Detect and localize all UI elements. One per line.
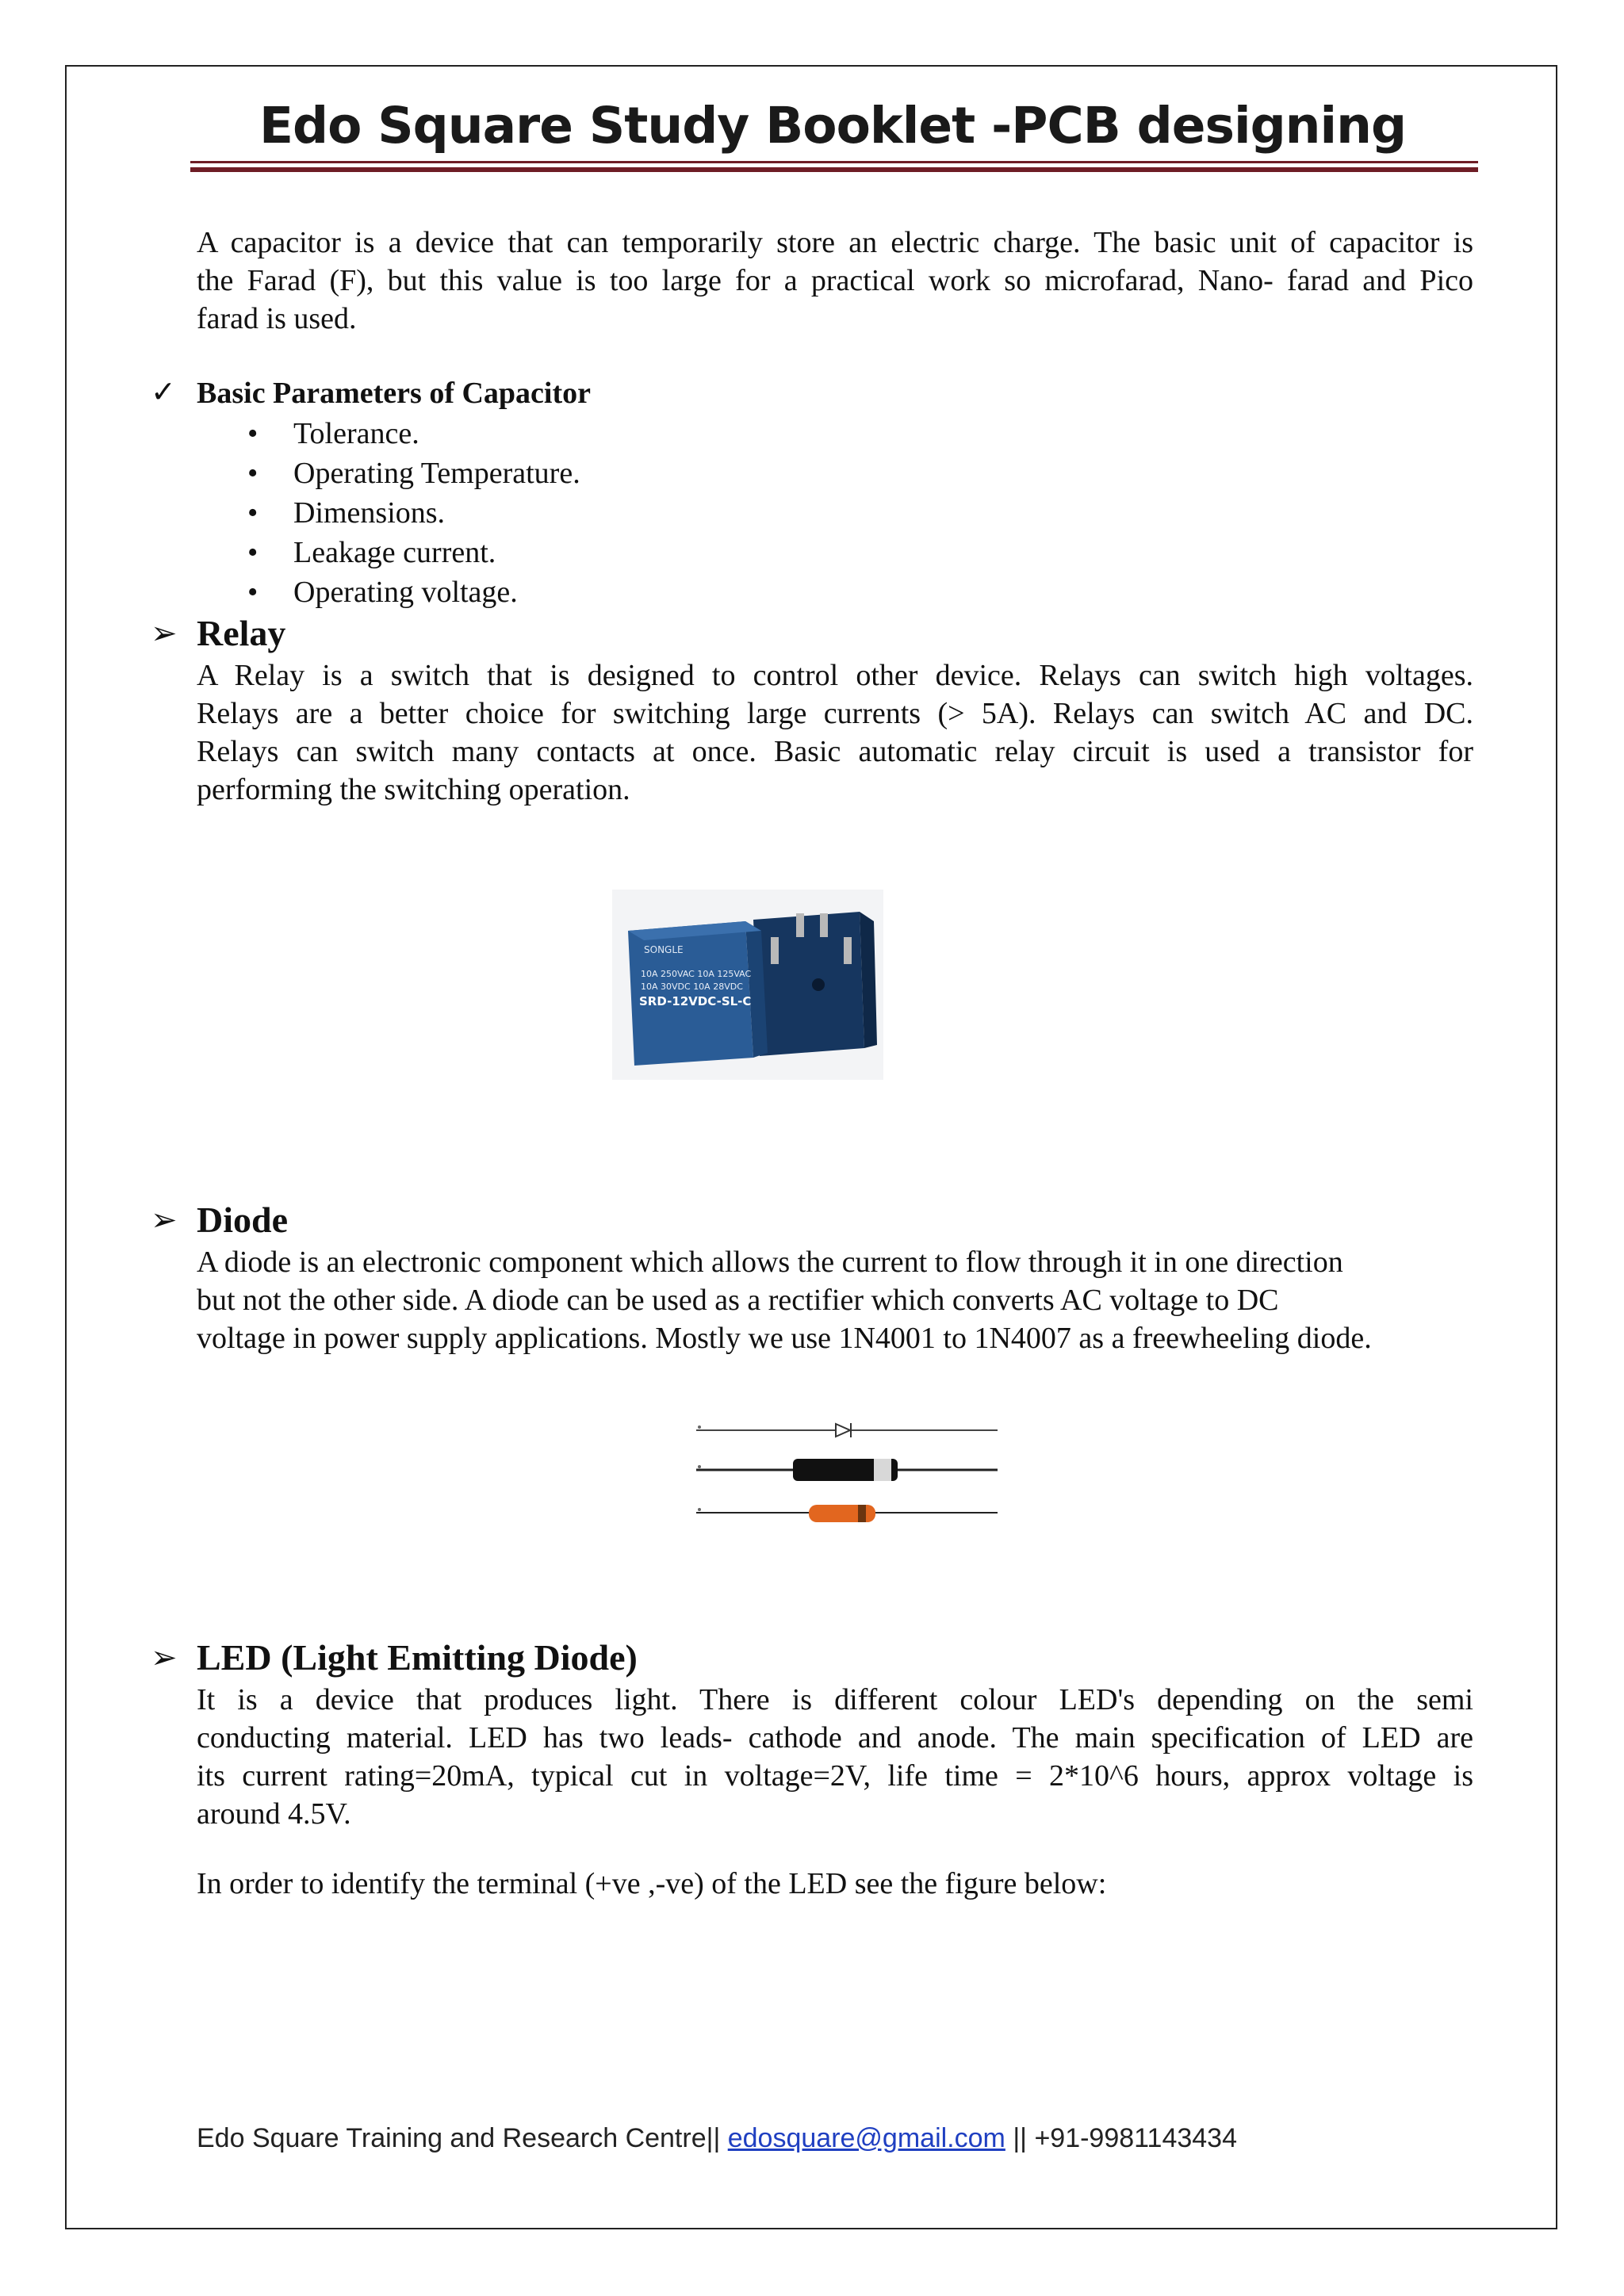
paragraph-line: performing the switching operation. xyxy=(197,773,630,806)
diode-heading: Diode xyxy=(197,1200,288,1240)
list-item: • Operating voltage. xyxy=(247,572,580,612)
capacitor-params-list xyxy=(247,414,580,612)
title-rule-thick xyxy=(190,167,1478,172)
relay-image xyxy=(612,890,883,1080)
led-terminal-note xyxy=(197,1865,1473,1903)
list-item: • Dimensions. xyxy=(247,493,580,533)
capacitor-intro-paragraph xyxy=(197,224,1473,338)
paragraph-line: A capacitor is a device that can temporarily store an electric charge. The basic unit of capacitor is xyxy=(197,226,1473,259)
arrow-bullet-icon: ➢ xyxy=(151,615,178,652)
paragraph-line: A diode is an electronic component which allows the current to flow through it in one direction xyxy=(197,1246,1343,1279)
list-item: • Tolerance. xyxy=(247,414,580,453)
paragraph-line: In order to identify the terminal (+ve ,-ve) of the LED see the figure below: xyxy=(197,1867,1107,1900)
list-item: • Leakage current. xyxy=(247,533,580,572)
relay-brand: SONGLE xyxy=(644,944,684,955)
footer-email-link[interactable]: edosquare@gmail.com xyxy=(727,2123,1005,2153)
relay-marking: 10A 250VAC 10A 125VAC xyxy=(641,969,752,979)
paragraph-line: A Relay is a switch that is designed to control other device. Relays can switch high voltages. xyxy=(197,659,1473,692)
diode-paragraph xyxy=(197,1243,1473,1357)
relay-paragraph xyxy=(197,656,1473,809)
paragraph-line: its current rating=20mA, typical cut in voltage=2V, life time = 2*10^6 hours, approx voltage is xyxy=(197,1759,1473,1793)
paragraph-line: voltage in power supply applications. Mostly we use 1N4001 to 1N4007 as a freewheeling diode. xyxy=(197,1322,1372,1355)
arrow-bullet-icon: ➢ xyxy=(151,1640,178,1676)
led-paragraph xyxy=(197,1681,1473,1833)
footer-phone: || +91-9981143434 xyxy=(1013,2123,1238,2153)
checkmark-icon: ✓ xyxy=(151,374,176,409)
title-rule-thin xyxy=(190,161,1478,163)
relay-heading: Relay xyxy=(197,613,286,653)
relay-marking: 10A 30VDC 10A 28VDC xyxy=(641,982,743,992)
paragraph-line: but not the other side. A diode can be used as a rectifier which converts AC voltage to DC xyxy=(197,1284,1279,1317)
arrow-bullet-icon: ➢ xyxy=(151,1202,178,1238)
paragraph-line: conducting material. LED has two leads- cathode and anode. The main specification of LED are xyxy=(197,1721,1473,1755)
capacitor-params-heading: Basic Parameters of Capacitor xyxy=(197,377,592,410)
paragraph-line: around 4.5V. xyxy=(197,1797,351,1831)
paragraph-line: the Farad (F), but this value is too large for a practical work so microfarad, Nano- farad and Pico xyxy=(197,264,1473,297)
relay-marking: SRD-12VDC-SL-C xyxy=(639,994,752,1008)
led-heading: LED (Light Emitting Diode) xyxy=(197,1637,638,1678)
paragraph-line: Relays can switch many contacts at once. Basic automatic relay circuit is used a transistor for xyxy=(197,735,1473,768)
paragraph-line: It is a device that produces light. There is different colour LED's depending on the semi xyxy=(197,1683,1473,1716)
diode-image xyxy=(687,1414,1007,1535)
footer-org: Edo Square Training and Research Centre|| xyxy=(197,2123,721,2153)
list-item: • Operating Temperature. xyxy=(247,453,580,493)
paragraph-line: farad is used. xyxy=(197,302,357,335)
page-footer xyxy=(197,2123,1237,2154)
page-title: Edo Square Study Booklet -PCB designing xyxy=(259,97,1407,155)
paragraph-line: Relays are a better choice for switching large currents (> 5A). Relays can switch AC and DC. xyxy=(197,697,1473,730)
